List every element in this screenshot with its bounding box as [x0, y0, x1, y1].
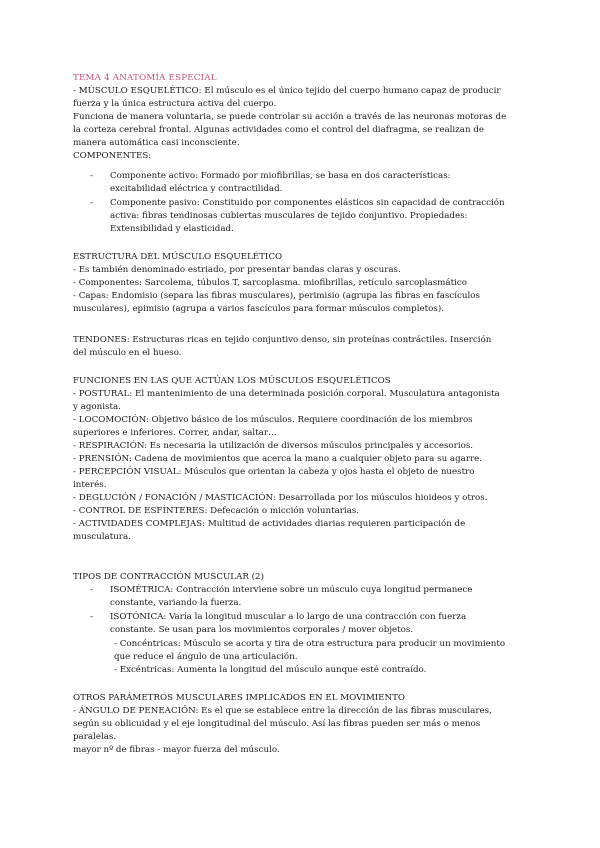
funciones-line: interés.: [73, 480, 107, 490]
estructura-section: [73, 251, 533, 316]
tendones-section: [73, 334, 533, 360]
isotonica-line: ISOTÓNICA: Varía la longitud muscular a lo largo de una contracción con fuerza: [110, 612, 467, 622]
page-title: TEMA 4 ANATOMÍA ESPECIAL: [73, 73, 217, 83]
components-heading: COMPONENTES:: [73, 151, 152, 161]
funciones-line: - LOCOMOCIÓN: Objetivo básico de los músculos. Requiere coordinación de los miembros: [73, 415, 473, 425]
component-line: Extensibilidad y elasticidad.: [110, 224, 234, 234]
estructura-line: - Componentes: Sarcolema, túbulos T, sarcoplasma. miofibrillas, retículo sarcoplasmático: [73, 278, 467, 288]
subtipos-block: [73, 638, 533, 677]
component-line: Componente activo: Formado por miofibrillas, se basa en dos características:: [110, 171, 451, 181]
tendones-line: TENDONES: Estructuras ricas en tejido conjuntivo denso, sin proteínas contráctiles. Inserción: [73, 335, 492, 345]
funciones-line: - CONTROL DE ESFÍNTERES: Defecación o micción voluntarias.: [73, 506, 360, 516]
isometrica-line: ISOMÉTRICA: Contracción interviene sobre un músculo cuya longitud permanece: [110, 585, 473, 595]
funciones-section: [73, 375, 533, 544]
otros-line: - ÁNGULO DE PENEACIÓN: Es el que se establece entre la dirección de las fibras musculares,: [73, 706, 492, 716]
funciones-line: - ACTIVIDADES COMPLEJAS: Multitud de actividades diarias requieren participación de: [73, 519, 466, 529]
section-heading: TIPOS DE CONTRACCIÓN MUSCULAR (2): [73, 572, 264, 582]
tipos-heading-block: [73, 571, 533, 584]
funciones-line: superiores e inferiores. Correr, andar, saltar…: [73, 428, 277, 438]
funciones-line: - POSTURAL: El mantenimiento de una determinada posición corporal. Musculatura antagonista: [73, 389, 500, 399]
section-heading: ESTRUCTURA DEL MÚSCULO ESQUELÉTICO: [73, 252, 283, 262]
intro-line: la corteza cerebral frontal. Algunas actividades como el control del diafragma, se realizan de: [73, 125, 485, 135]
funciones-line: - PRENSIÓN: Cadena de movimientos que acerca la mano a cualquier objeto para su agarre.: [73, 454, 483, 464]
funciones-line: y agonista.: [73, 402, 121, 412]
component-line: excitabilidad eléctrica y contractilidad.: [110, 184, 283, 194]
otros-section: [73, 692, 533, 757]
intro-line: Funciona de manera voluntaria, se puede controlar su acción a través de las neuronas motoras de: [73, 112, 507, 122]
section-heading: FUNCIONES EN LAS QUE ACTÚAN LOS MÚSCULOS ESQUELÉTICOS: [73, 376, 391, 386]
intro-line: - MÚSCULO ESQUELÉTICO: El músculo es el único tejido del cuerpo humano capaz de producir: [73, 86, 501, 96]
bullet-dash: -: [90, 198, 93, 208]
funciones-line: - PERCEPCIÓN VISUAL: Músculos que orientan la cabeza y ojos hasta el objeto de nuestro: [73, 467, 475, 477]
intro-line: manera automática casi inconsciente.: [73, 138, 240, 148]
concentricas-line: - Concéntricas: Músculo se acorta y tira de otra estructura para producir un movimiento: [114, 639, 506, 649]
estructura-line: - Es también denominado estriado, por presentar bandas claras y oscuras.: [73, 265, 401, 275]
section-heading: OTROS PARÁMETROS MUSCULARES IMPLICADOS EN EL MOVIMIENTO: [73, 693, 406, 703]
intro-section: [73, 85, 533, 163]
intro-line: fuerza y la única estructura activa del cuerpo.: [73, 99, 277, 109]
component-line: Componente pasivo: Constituido por componentes elásticos sin capacidad de contracción: [110, 198, 505, 208]
estructura-line: - Capas: Endomisio (separa las fibras musculares), perimisio (agrupa las fibras en fascículos: [73, 291, 480, 301]
funciones-line: musculatura.: [73, 532, 131, 542]
isometrica-line: constante, variando la fuerza.: [110, 598, 242, 608]
component-line: activa: fibras tendinosas cubiertas musculares de tejido conjuntivo. Propiedades:: [110, 211, 468, 221]
bullet-dash: -: [90, 612, 93, 622]
funciones-line: - DEGLUCIÓN / FONACIÓN / MASTICACIÓN: Desarrollada por los músculos hioideos y otros.: [73, 493, 488, 503]
tendones-line: del músculo en el hueso.: [73, 348, 182, 358]
otros-line: mayor nº de fibras - mayor fuerza del músculo.: [73, 745, 280, 755]
funciones-line: - RESPIRACIÓN: Es necesaria la utilización de diversos músculos principales y accesorios.: [73, 441, 474, 451]
otros-line: según su oblicuidad y el eje longitudinal del músculo. Así las fibras pueden ser más o menos: [73, 719, 481, 729]
otros-line: paralelas.: [73, 732, 117, 742]
excentricas-line: - Excéntricas: Aumenta la longitud del músculo aunque esté contraído.: [114, 665, 427, 675]
bullet-dash: -: [90, 171, 93, 181]
isotonica-line: constante. Se usan para los movimientos corporales / mover objetos.: [110, 625, 414, 635]
bullet-dash: -: [90, 585, 93, 595]
concentricas-line: que reduce el ángulo de una articulación.: [114, 652, 298, 662]
estructura-line: musculares), epimisio (agrupa a varios fascículos para formar músculos completos).: [73, 304, 444, 314]
